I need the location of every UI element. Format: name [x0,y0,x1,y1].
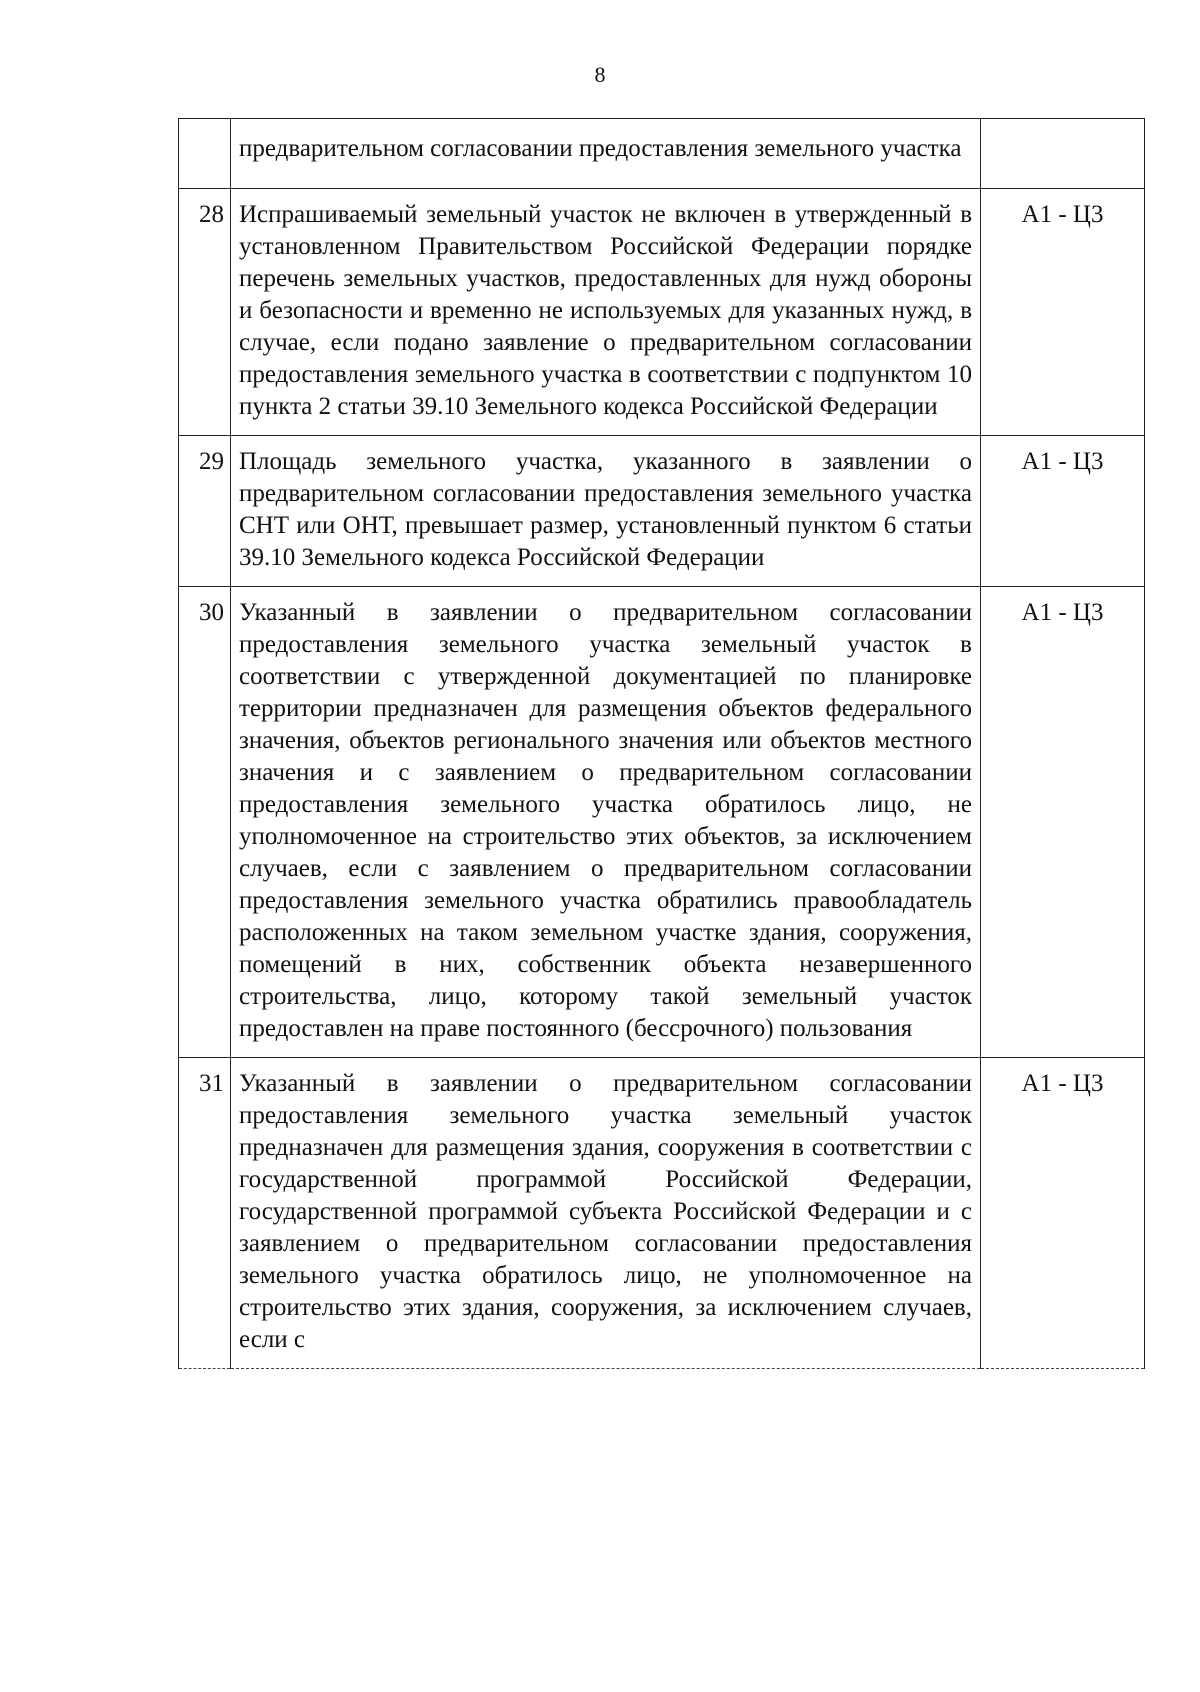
page-number: 8 [594,62,606,87]
table-row [179,189,1145,436]
table-row [179,587,1145,1058]
row-text: Испрашиваемый земельный участок не включен в утвержденный в установленном Правительством Российской Федерации порядке перечень земельных участков, предоставленных для нужд обороны и безопасности и временно не используемых для указанных нужд, в случае, если подано заявление о предварительном согласовании предоставления земельного участка в соответствии с подпунктом 10 пункта 2 статьи 39.10 Земельного кодекса Российской Федерации [231,189,981,436]
table-row [179,436,1145,587]
row-code: А1 - Ц3 [981,189,1145,436]
row-text: Указанный в заявлении о предварительном согласовании предоставления земельного участка земельный участок в соответствии с утвержденной документацией по планировке территории предназначен для размещения объектов федерального значения, объектов регионального значения или объектов местного значения и с заявлением о предварительном согласовании предоставления земельного участка обратилось лицо, не уполномоченное на строительство этих объектов, за исключением случаев, если с заявлением о предварительном согласовании предоставления земельного участка обратились правообладатель расположенных на таком земельном участке здания, сооружения, помещений в них, собственник объекта незавершенного строительства, лицо, которому такой земельный участок предоставлен на праве постоянного (бессрочного) пользования [231,587,981,1058]
row-code: А1 - Ц3 [981,436,1145,587]
table-row [179,1058,1145,1369]
row-number: 31 [179,1058,231,1369]
table-row [179,119,1145,189]
document-table [178,118,1145,1369]
row-text: Указанный в заявлении о предварительном согласовании предоставления земельного участка земельный участок предназначен для размещения здания, сооружения в соответствии с государственной программой Российской Федерации, государственной программой субъекта Российской Федерации и с заявлением о предварительном согласовании предоставления земельного участка обратилось лицо, не уполномоченное на строительство этих здания, сооружения, за исключением случаев, если с [231,1058,981,1369]
row-number: 28 [179,189,231,436]
row-text: Площадь земельного участка, указанного в заявлении о предварительном согласовании предоставления земельного участка СНТ или ОНТ, превышает размер, установленный пунктом 6 статьи 39.10 Земельного кодекса Российской Федерации [231,436,981,587]
row-number [179,119,231,189]
row-code: А1 - Ц3 [981,1058,1145,1369]
row-code: А1 - Ц3 [981,587,1145,1058]
row-number: 29 [179,436,231,587]
row-text: предварительном согласовании предоставления земельного участка [231,119,981,189]
row-number: 30 [179,587,231,1058]
row-code [981,119,1145,189]
